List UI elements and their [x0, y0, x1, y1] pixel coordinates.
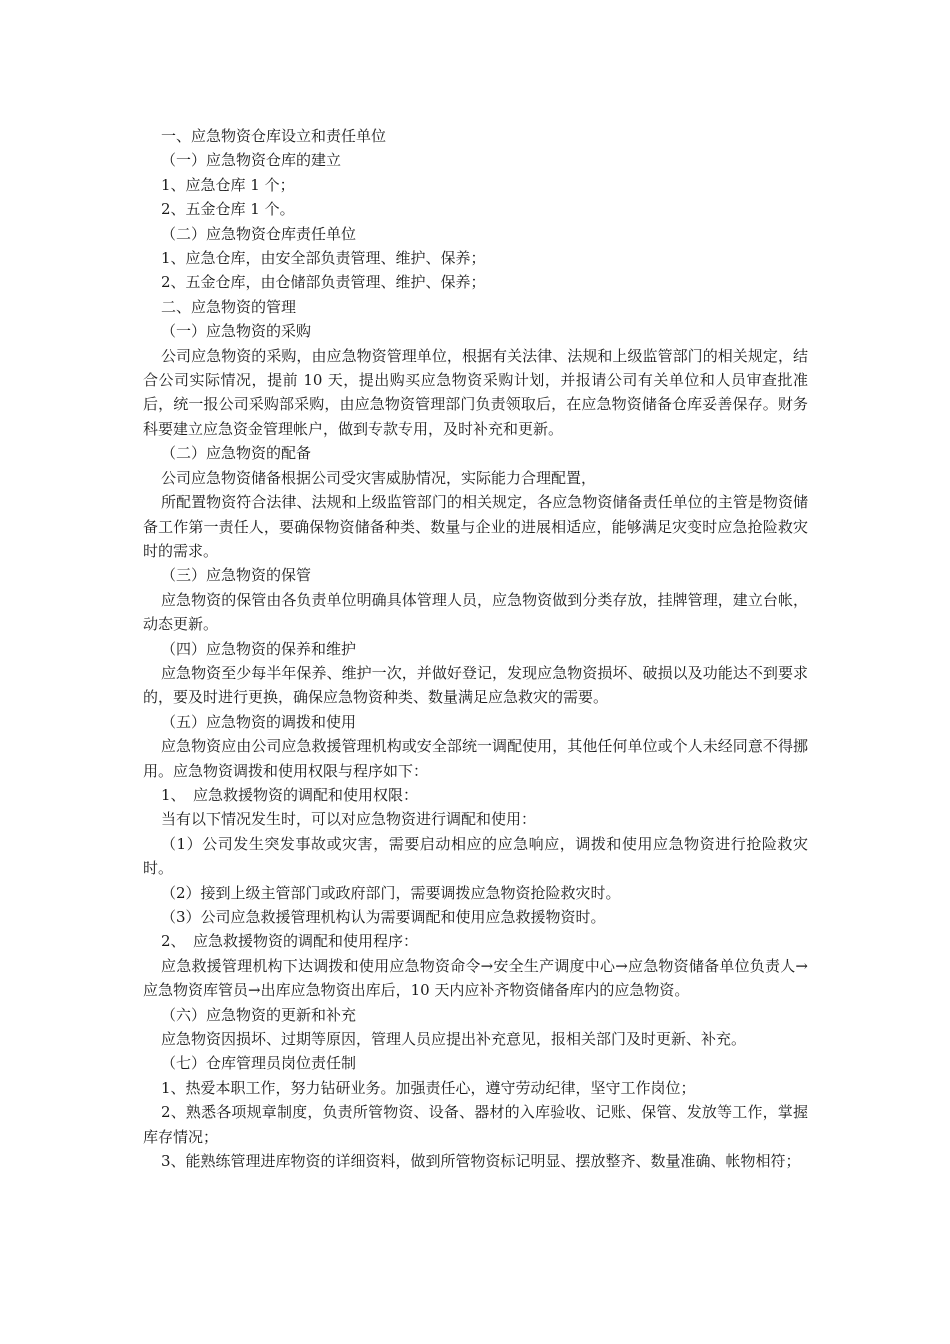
- paragraph-dispatch-conditions: 当有以下情况发生时，可以对应急物资进行调配和使用：: [161, 810, 537, 829]
- list-item-dispatch-authority: 1、 应急救援物资的调配和使用权限：: [161, 785, 419, 804]
- list-item-hardware-warehouse: 2、五金仓库 1 个。: [161, 200, 295, 219]
- list-item-duty-2: 2、熟悉各项规章制度，负责所管物资、设备、器材的入库验收、记账、保管、发放等工作，掌握库存情况；: [143, 1103, 808, 1146]
- paragraph-allocation-responsibility: 所配置物资符合法律、法规和上级监管部门的相关规定，各应急物资储备责任单位的主管是物资储备工作第一责任人，要确保物资储备种类、数量与企业的进展相适应，能够满足灾变时应急抢险救灾时的需求。: [143, 493, 808, 560]
- document-body: [143, 124, 808, 1173]
- subsection-heading-procurement: （一）应急物资的采购: [161, 322, 312, 341]
- subsection-heading-custody: （三）应急物资的保管: [161, 566, 312, 585]
- section-heading-materials-management: 二、应急物资的管理: [161, 297, 297, 316]
- paragraph-dispatch-procedure: 应急救援管理机构下达调拨和使用应急物资命令→安全生产调度中心→应急物资储备单位负责人→应急物资库管员→出库应急物资出库后，10 天内应补齐物资储备库内的应急物资。: [143, 956, 808, 1000]
- list-item-duty-1: 1、热爱本职工作，努力钻研业务。加强责任心，遵守劳动纪律，坚守工作岗位；: [161, 1078, 696, 1097]
- subsection-heading-dispatch-and-use: （五）应急物资的调拨和使用: [161, 712, 357, 731]
- paragraph-maintenance: 应急物资至少每半年保养、维护一次，并做好登记，发现应急物资损坏、破损以及功能达不到要求的，要及时进行更换，确保应急物资种类、数量满足应急救灾的需要。: [143, 663, 808, 707]
- paragraph-procurement: 公司应急物资的采购，由应急物资管理单位，根据有关法律、法规和上级监管部门的相关规定，结合公司实际情况，提前 10 天，提出购买应急物资采购计划，并报请公司有关单位和人员审查批准后，统一报公司采购部采购，由应急物资管理部门负责领取后，在应急物资储备仓库妥善保存。财务科要建立应急资金管理帐户，做到专款专用，及时补充和更新。: [143, 346, 808, 438]
- list-item-hardware-warehouse-owner: 2、五金仓库，由仓储部负责管理、维护、保养；: [161, 273, 486, 292]
- list-item-condition-1: （1）公司发生突发事故或灾害，需要启动相应的应急响应，调拨和使用应急物资进行抢险救灾时。: [143, 834, 808, 878]
- subsection-heading-responsible-units: （二）应急物资仓库责任单位: [161, 224, 357, 243]
- list-item-condition-3: （3）公司应急救援管理机构认为需要调配和使用应急救援物资时。: [161, 908, 606, 926]
- subsection-heading-allocation: （二）应急物资的配备: [161, 444, 312, 463]
- list-item-emergency-warehouse-owner: 1、应急仓库，由安全部负责管理、维护、保养；: [161, 249, 486, 268]
- list-item-condition-2: （2）接到上级主管部门或政府部门，需要调拨应急物资抢险救灾时。: [161, 883, 621, 902]
- subsection-heading-warehouse-establishment: （一）应急物资仓库的建立: [161, 151, 342, 170]
- section-heading-warehouse-setup: 一、应急物资仓库设立和责任单位: [161, 127, 387, 145]
- list-item-emergency-warehouse: 1、应急仓库 1 个；: [161, 175, 295, 194]
- paragraph-renewal: 应急物资因损坏、过期等原因，管理人员应提出补充意见，报相关部门及时更新、补充。: [161, 1030, 747, 1049]
- paragraph-allocation-basis: 公司应急物资储备根据公司受灾害威胁情况，实际能力合理配置，: [161, 468, 597, 487]
- paragraph-custody: 应急物资的保管由各负责单位明确具体管理人员，应急物资做到分类存放，挂牌管理，建立台帐，动态更新。: [143, 590, 808, 634]
- subsection-heading-keeper-duties: （七）仓库管理员岗位责任制: [161, 1054, 357, 1073]
- list-item-duty-3: 3、能熟练管理进库物资的详细资料，做到所管物资标记明显、摆放整齐、数量准确、帐物相符；: [161, 1152, 801, 1171]
- paragraph-dispatch-and-use: 应急物资应由公司应急救援管理机构或安全部统一调配使用，其他任何单位或个人未经同意不得挪用。应急物资调拨和使用权限与程序如下：: [143, 737, 808, 780]
- list-item-dispatch-procedure: 2、 应急救援物资的调配和使用程序：: [161, 932, 419, 951]
- subsection-heading-renewal: （六）应急物资的更新和补充: [161, 1005, 357, 1024]
- subsection-heading-maintenance: （四）应急物资的保养和维护: [161, 639, 357, 658]
